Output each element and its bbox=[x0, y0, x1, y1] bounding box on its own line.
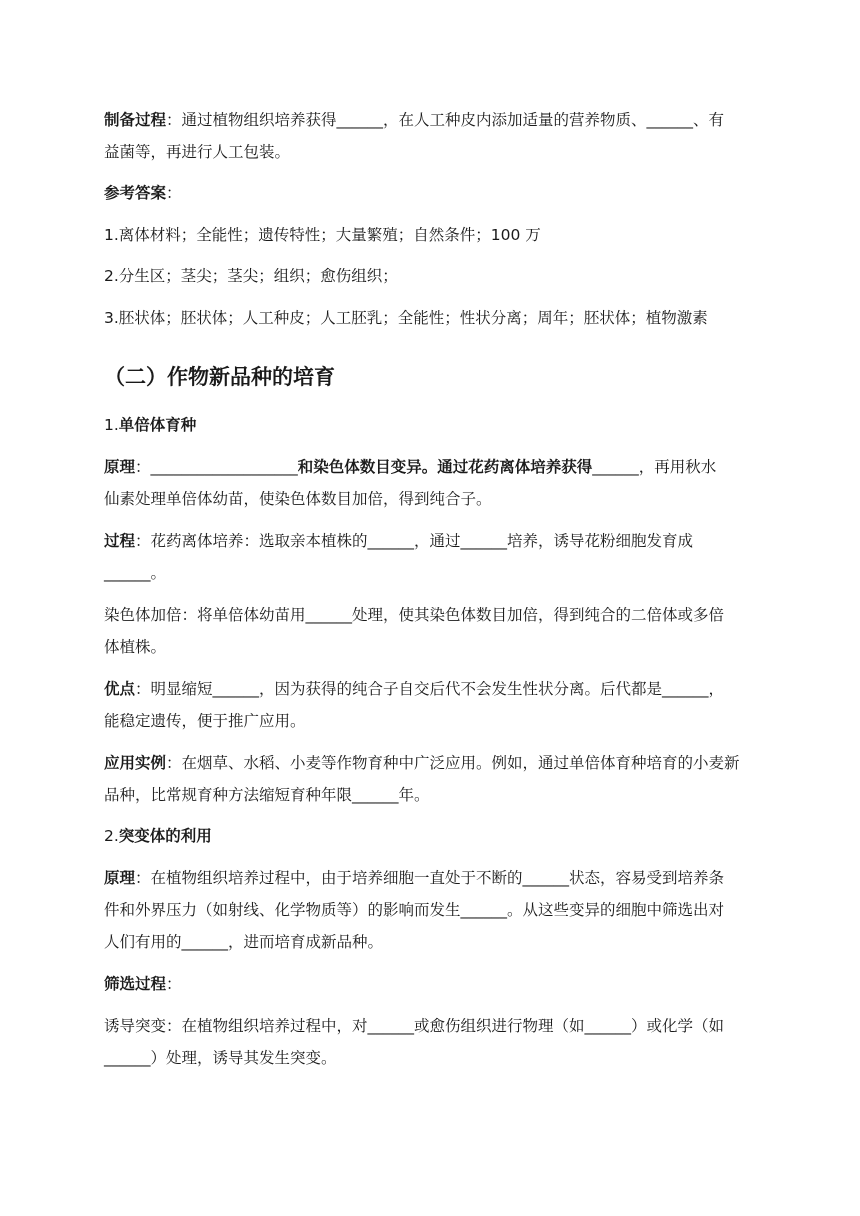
example-text: ：在烟草、水稻、小麦等作物育种中广泛应用。例如，通过单倍体育种培育的小麦新 bbox=[166, 754, 740, 772]
induce-line-1: 诱导突变：在植物组织培养过程中，对______或愈伤组织进行物理（如______）或化学（如 bbox=[104, 1017, 725, 1035]
example-line-2: 品种，比常规育种方法缩短育种年限______年。 bbox=[104, 786, 430, 804]
subsection-haploid bbox=[104, 415, 196, 435]
prep-process-text: ：通过植物组织培养获得______，在人工种皮内添加适量的营养物质、______、有 bbox=[166, 111, 725, 129]
example-label: 应用实例 bbox=[104, 754, 167, 772]
principle-label: 原理 bbox=[104, 458, 136, 476]
answers-heading bbox=[104, 183, 182, 203]
principle-bold-text: 和染色体数目变异。通过花药离体培养获得 bbox=[297, 458, 593, 476]
haploid-process-line-2: ______。 bbox=[104, 564, 167, 582]
principle-text: ______，再用秋水 bbox=[592, 458, 717, 476]
subsection-mutant bbox=[104, 826, 212, 846]
haploid-principle-line-1 bbox=[104, 457, 716, 477]
screening-colon: ： bbox=[166, 975, 182, 993]
answers-colon: ： bbox=[166, 184, 182, 202]
induce-line-2: ______）处理，诱导其发生突变。 bbox=[104, 1049, 337, 1067]
mutant-principle-line-1 bbox=[104, 868, 724, 888]
mutant-principle-line-2: 件和外界压力（如射线、化学物质等）的影响而发生______。从这些变异的细胞中筛选出对 bbox=[104, 901, 725, 919]
screening-heading bbox=[104, 974, 182, 994]
prep-process-line-1 bbox=[104, 110, 724, 130]
mutant-principle-line-3: 人们有用的______，进而培育成新品种。 bbox=[104, 933, 384, 951]
subsection-number: 1. bbox=[104, 416, 119, 434]
answers-label: 参考答案 bbox=[104, 184, 167, 202]
principle-blank: ：___________________ bbox=[135, 458, 298, 476]
doubling-line-1: 染色体加倍：将单倍体幼苗用______处理，使其染色体数目加倍，得到纯合的二倍体或多倍 bbox=[104, 606, 725, 624]
subsection-title: 突变体的利用 bbox=[118, 827, 212, 845]
advantage-label: 优点 bbox=[104, 680, 136, 698]
advantage-line-1 bbox=[104, 679, 724, 699]
prep-process-line-2: 益菌等，再进行人工包装。 bbox=[104, 143, 291, 161]
answer-1: 1.离体材料；全能性；遗传特性；大量繁殖；自然条件；100 万 bbox=[104, 226, 541, 244]
principle-label: 原理 bbox=[104, 869, 136, 887]
prep-process-label: 制备过程 bbox=[104, 111, 167, 129]
section-heading: （二）作物新品种的培育 bbox=[104, 365, 335, 389]
process-text: ：花药离体培养：选取亲本植株的______，通过______培养，诱导花粉细胞发育成 bbox=[135, 532, 694, 550]
subsection-title: 单倍体育种 bbox=[118, 416, 197, 434]
advantage-line-2: 能稳定遗传，便于推广应用。 bbox=[104, 712, 306, 730]
answer-3: 3.胚状体；胚状体；人工种皮；人工胚乳；全能性；性状分离；周年；胚状体；植物激素 bbox=[104, 309, 708, 327]
screening-label: 筛选过程 bbox=[104, 975, 167, 993]
advantage-text: ：明显缩短______，因为获得的纯合子自交后代不会发生性状分离。后代都是______， bbox=[135, 680, 725, 698]
answer-2: 2.分生区；茎尖；茎尖；组织；愈伤组织； bbox=[104, 267, 398, 285]
haploid-process-line-1 bbox=[104, 531, 693, 551]
subsection-number: 2. bbox=[104, 827, 119, 845]
principle-text: ：在植物组织培养过程中，由于培养细胞一直处于不断的______状态，容易受到培养条 bbox=[135, 869, 725, 887]
haploid-principle-line-2: 仙素处理单倍体幼苗，使染色体数目加倍，得到纯合子。 bbox=[104, 490, 492, 508]
process-label: 过程 bbox=[104, 532, 136, 550]
example-line-1 bbox=[104, 753, 740, 773]
doubling-line-2: 体植株。 bbox=[104, 638, 167, 656]
